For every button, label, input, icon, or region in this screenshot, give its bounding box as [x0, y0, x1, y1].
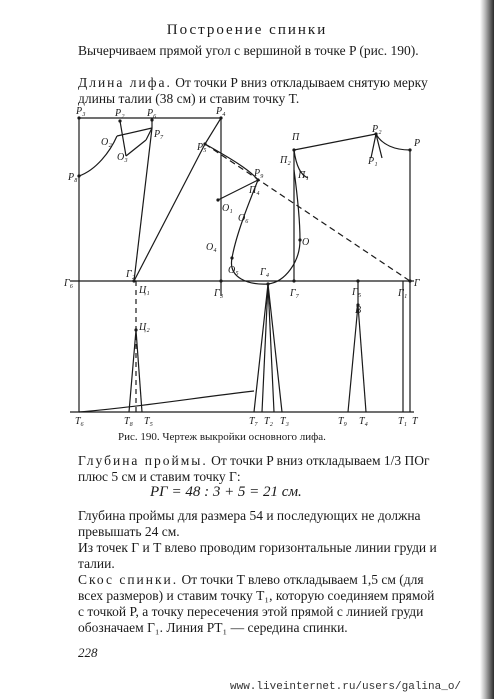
label-t3: T₃ — [280, 416, 290, 427]
label-n2: П₂ — [280, 155, 291, 166]
label-g7: Г₇ — [290, 288, 300, 299]
drawing-labels — [63, 106, 420, 427]
page-number: 228 — [78, 645, 98, 660]
label-g6: Г₆ — [64, 278, 74, 289]
label-p8: P₈ — [68, 172, 78, 183]
label-b: B — [355, 305, 362, 316]
label-n4: П₄ — [249, 185, 260, 196]
label-p4: P₄ — [216, 106, 226, 117]
label-g2: Г₂ — [126, 269, 136, 280]
label-p9: P₉ — [254, 168, 264, 179]
label-p5: P₅ — [197, 142, 207, 153]
label-t4: T₄ — [359, 416, 369, 427]
label-o5: O₅ — [228, 265, 239, 276]
label-t6: T₆ — [75, 416, 85, 427]
label-n1: П₁ — [298, 170, 309, 181]
label-p3: P₃ — [76, 106, 86, 117]
label-p1: P₁ — [368, 156, 378, 167]
label-o4: O₄ — [206, 242, 217, 253]
label-t9: T₉ — [338, 416, 348, 427]
paragraph-intro: Вычерчиваем прямой угол с вершиной в точке P (рис. 190). — [78, 43, 419, 58]
label-p2-front: P₂ — [372, 124, 382, 135]
label-n: П — [292, 132, 300, 143]
paragraph-armhole — [78, 453, 438, 485]
label-t: T — [412, 416, 418, 427]
label-g4: Г₄ — [260, 267, 270, 278]
label-p7: P₇ — [154, 129, 164, 140]
label-t7: T₇ — [249, 416, 259, 427]
paragraph-lines: Из точек Г и T влево проводим горизонтальные линии груди и талии. — [78, 540, 437, 571]
section-heading: Построение спинки — [166, 22, 328, 38]
watermark-url: www.liveinternet.ru/users/galina_o/ — [230, 681, 462, 693]
label-o2: O₂ — [101, 137, 112, 148]
label-p2-back: P₂ — [115, 108, 125, 119]
paragraph-slope — [78, 572, 438, 636]
label-g3: Г₃ — [214, 288, 224, 299]
label-o6: O₆ — [238, 213, 249, 224]
paragraph-armhole-text: От точки P вниз откладываем 1/3 ПОг плюс 5 см и ставим точку Г: — [78, 453, 430, 484]
label-o2b: O₃ — [117, 152, 128, 163]
label-t2: T₂ — [264, 416, 274, 427]
formula: PГ = 48 : 3 + 5 = 21 см. — [150, 484, 302, 500]
label-c1: Ц₁ — [139, 285, 150, 296]
term-length: Длина лифа. — [78, 75, 172, 90]
label-t1: T₁ — [398, 416, 408, 427]
term-armhole: Глубина проймы. — [78, 453, 208, 468]
label-g1: Г₁ — [398, 288, 408, 299]
paragraph-slope-text: От точки T влево откладываем 1,5 см (для всех размеров) и ставим точку T₁, которую соединяем прямой с точкой P, а точку пересечения этой прямой с линией груди обозначаем Г₁. Линия PT₁ — середина спинки. — [78, 572, 435, 635]
label-c2: Ц₂ — [139, 322, 150, 333]
label-o1: O₁ — [222, 203, 233, 214]
paragraph-length-text: От точки P вниз откладываем снятую мерку длины талии (38 см) и ставим точку T. — [78, 75, 428, 106]
label-t5: T₅ — [144, 416, 154, 427]
figure-caption: Рис. 190. Чертеж выкройки основного лифа. — [118, 431, 326, 443]
paragraph-limit: Глубина проймы для размера 54 и последующих не должна превышать 24 см. — [78, 508, 421, 539]
label-o: O — [302, 237, 310, 248]
term-slope: Скос спинки. — [78, 572, 179, 587]
label-p6: P₆ — [147, 108, 157, 119]
label-g: Г — [414, 278, 420, 289]
label-g5: Г₅ — [352, 287, 362, 298]
label-t8: T₈ — [124, 416, 134, 427]
label-p: P — [414, 138, 421, 149]
